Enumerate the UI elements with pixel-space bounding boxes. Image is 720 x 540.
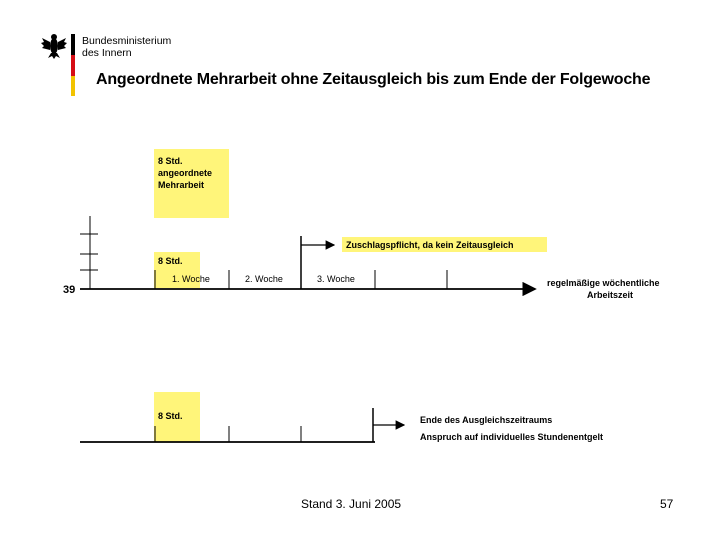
ministry-line2: des Innern: [82, 47, 132, 59]
surcharge-note: Zuschlagspflicht, da kein Zeitausgleich: [346, 240, 514, 250]
overtime-line2: angeordnete: [158, 168, 213, 178]
regular-hours-line1: regelmäßige wöchentliche: [547, 278, 660, 288]
overtime-line3: Mehrarbeit: [158, 180, 205, 190]
baseline-value: 39: [63, 284, 76, 296]
overtime-line1: 8 Std.: [158, 156, 183, 166]
slide-title: Angeordnete Mehrarbeit ohne Zeitausgleich bis zum Ende der Folgewoche: [96, 71, 651, 88]
page-number: 57: [660, 497, 674, 511]
regular-hours-line2: Arbeitszeit: [587, 290, 634, 300]
hours-label-bottom: 8 Std.: [158, 411, 183, 421]
week-label-1: 1. Woche: [172, 274, 210, 284]
week-label-3: 3. Woche: [317, 274, 355, 284]
end-period-label: Ende des Ausgleichszeitraums: [420, 415, 553, 425]
footer-date: Stand 3. Juni 2005: [301, 497, 402, 511]
week-label-2: 2. Woche: [245, 274, 283, 284]
entitlement-label: Anspruch auf individuelles Stundenentgelt: [420, 432, 604, 442]
ministry-line1: Bundesministerium: [82, 35, 172, 47]
hours-label-top: 8 Std.: [158, 256, 183, 266]
